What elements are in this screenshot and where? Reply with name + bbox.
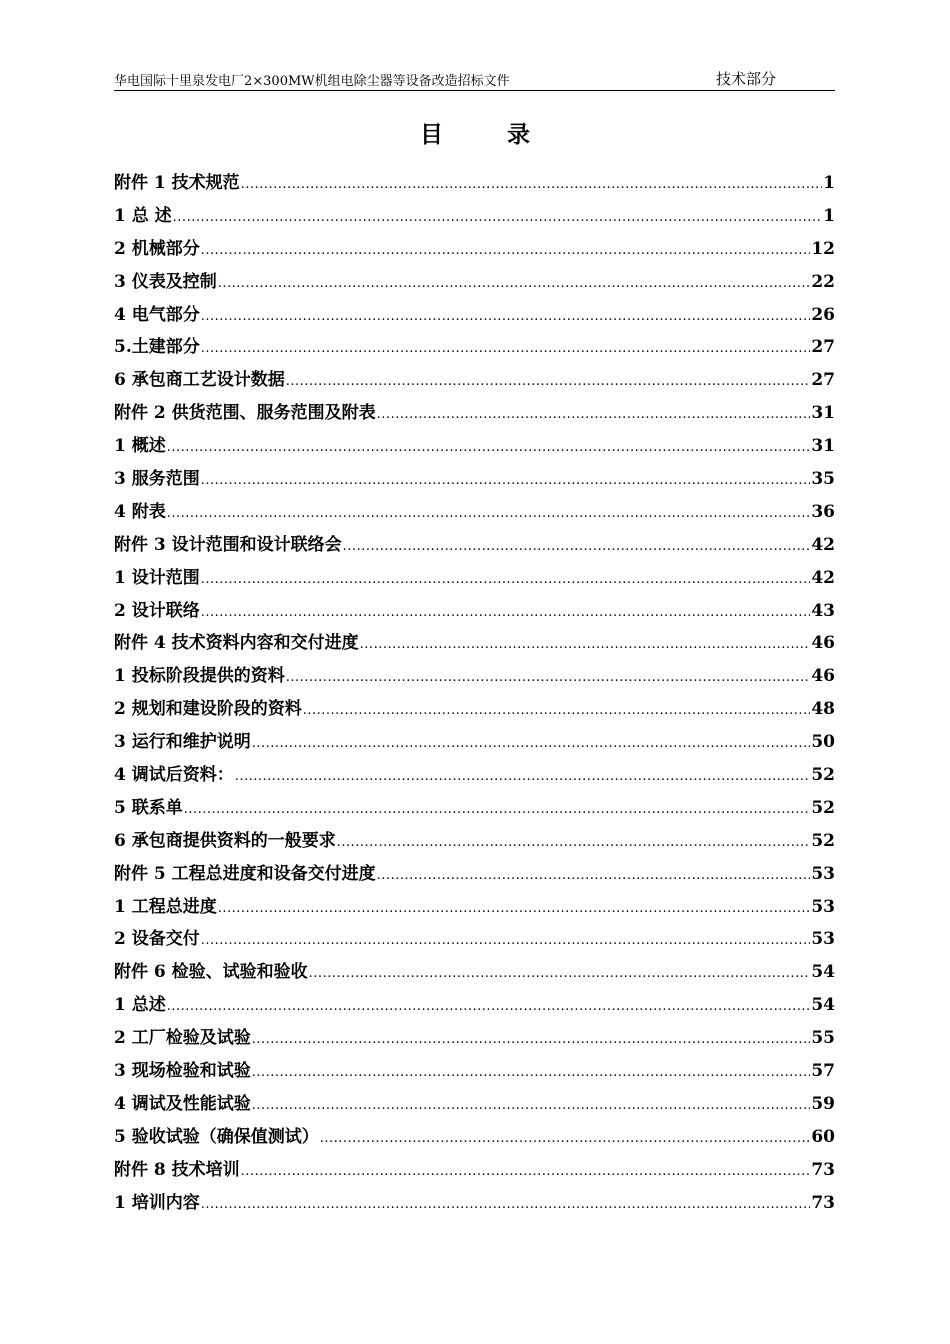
toc-entry-page-number: 53 — [811, 929, 835, 950]
toc-entry-label: 附件 6 检验、试验和验收 — [114, 962, 308, 983]
toc-entry-page-number: 1 — [823, 173, 835, 193]
toc-entry[interactable] — [114, 1023, 835, 1056]
toc-dot-leader — [252, 736, 811, 751]
toc-entry-label: 2 设计联络 — [114, 600, 200, 621]
toc-entry[interactable] — [114, 234, 835, 267]
toc-dot-leader — [173, 210, 822, 225]
toc-entry[interactable] — [114, 1056, 835, 1089]
table-of-contents — [114, 168, 835, 1221]
toc-dot-leader — [360, 637, 811, 652]
toc-entry-page-number: 46 — [811, 633, 835, 654]
toc-entry-page-number: 43 — [811, 600, 835, 621]
toc-entry[interactable] — [114, 168, 835, 201]
toc-entry-label: 6 承包商工艺设计数据 — [114, 370, 285, 391]
toc-entry[interactable] — [114, 201, 835, 234]
toc-entry[interactable] — [114, 497, 835, 530]
toc-dot-leader — [235, 769, 811, 784]
toc-entry[interactable] — [114, 563, 835, 596]
toc-entry-page-number: 73 — [811, 1159, 835, 1180]
toc-dot-leader — [201, 309, 811, 324]
toc-entry-page-number: 54 — [811, 995, 835, 1016]
toc-dot-leader — [201, 1197, 811, 1212]
toc-entry-page-number: 60 — [811, 1126, 835, 1147]
toc-entry-page-number: 31 — [811, 403, 835, 424]
toc-entry-page-number: 46 — [811, 666, 835, 687]
toc-entry-label: 5.土建部分 — [114, 337, 200, 358]
toc-dot-leader — [201, 243, 811, 258]
toc-dot-leader — [309, 966, 811, 981]
toc-entry-label: 附件 2 供货范围、服务范围及附表 — [114, 403, 376, 424]
toc-entry[interactable] — [114, 694, 835, 727]
toc-entry-label: 3 现场检验和试验 — [114, 1061, 251, 1082]
toc-entry[interactable] — [114, 661, 835, 694]
toc-entry-label: 附件 3 设计范围和设计联络会 — [114, 534, 342, 555]
toc-entry-label: 3 仪表及控制 — [114, 271, 217, 292]
toc-entry-page-number: 27 — [811, 337, 835, 358]
toc-entry[interactable] — [114, 892, 835, 925]
toc-entry-page-number: 53 — [811, 863, 835, 884]
toc-entry[interactable] — [114, 365, 835, 398]
toc-entry-page-number: 22 — [811, 271, 835, 292]
toc-entry-page-number: 36 — [811, 501, 835, 522]
toc-entry-page-number: 52 — [811, 765, 835, 786]
toc-dot-leader — [201, 933, 811, 948]
toc-entry-page-number: 26 — [811, 304, 835, 325]
toc-entry-page-number: 52 — [811, 797, 835, 818]
toc-entry-page-number: 73 — [811, 1192, 835, 1213]
toc-dot-leader — [320, 1131, 811, 1146]
toc-dot-leader — [252, 1098, 811, 1113]
toc-dot-leader — [201, 341, 811, 356]
toc-entry-page-number: 53 — [811, 896, 835, 917]
toc-entry-label: 2 工厂检验及试验 — [114, 1028, 251, 1049]
toc-entry[interactable] — [114, 1122, 835, 1155]
toc-dot-leader — [252, 1032, 811, 1047]
toc-dot-leader — [286, 374, 811, 389]
toc-entry-page-number: 42 — [811, 534, 835, 555]
toc-entry[interactable] — [114, 727, 835, 760]
toc-entry-page-number: 12 — [811, 238, 835, 259]
toc-dot-leader — [201, 605, 811, 620]
toc-entry-label: 3 运行和维护说明 — [114, 732, 251, 753]
toc-dot-leader — [241, 177, 822, 192]
toc-entry-label: 附件 5 工程总进度和设备交付进度 — [114, 863, 376, 884]
toc-entry-page-number: 48 — [811, 699, 835, 720]
header-document-title: 华电国际十里泉发电厂2×300MW机组电除尘器等设备改造招标文件 — [114, 74, 510, 89]
toc-dot-leader — [337, 835, 811, 850]
toc-entry-label: 附件 4 技术资料内容和交付进度 — [114, 633, 359, 654]
toc-dot-leader — [201, 473, 811, 488]
toc-entry-label: 附件 8 技术培训 — [114, 1159, 240, 1180]
toc-entry-label: 5 验收试验（确保值测试） — [114, 1126, 319, 1147]
toc-entry-page-number: 52 — [811, 830, 835, 851]
toc-entry-label: 1 概述 — [114, 436, 166, 457]
toc-entry[interactable] — [114, 793, 835, 826]
toc-entry-label: 2 机械部分 — [114, 238, 200, 259]
toc-entry[interactable] — [114, 957, 835, 990]
toc-dot-leader — [167, 999, 811, 1014]
toc-entry[interactable] — [114, 859, 835, 892]
toc-entry[interactable] — [114, 431, 835, 464]
toc-entry[interactable] — [114, 398, 835, 431]
toc-entry-label: 1 培训内容 — [114, 1192, 200, 1213]
toc-entry[interactable] — [114, 530, 835, 563]
toc-entry-label: 5 联系单 — [114, 797, 183, 818]
toc-entry[interactable] — [114, 760, 835, 793]
toc-entry-page-number: 59 — [811, 1093, 835, 1114]
page-header — [114, 66, 835, 91]
toc-title: 目 录 — [419, 121, 558, 148]
toc-entry-label: 6 承包商提供资料的一般要求 — [114, 830, 336, 851]
toc-entry-page-number: 42 — [811, 567, 835, 588]
toc-entry-label: 4 调试后资料： — [114, 765, 234, 786]
toc-dot-leader — [184, 802, 811, 817]
toc-entry[interactable] — [114, 990, 835, 1023]
toc-entry-page-number: 1 — [823, 205, 835, 226]
toc-entry-label: 3 服务范围 — [114, 469, 200, 490]
toc-entry-label: 1 设计范围 — [114, 567, 200, 588]
toc-entry-label: 2 规划和建设阶段的资料 — [114, 699, 302, 720]
toc-entry[interactable] — [114, 1155, 835, 1188]
toc-entry[interactable] — [114, 1188, 835, 1221]
toc-entry-page-number: 55 — [811, 1028, 835, 1049]
toc-dot-leader — [167, 440, 811, 455]
toc-entry-label: 1 总述 — [114, 995, 166, 1016]
toc-dot-leader — [303, 703, 811, 718]
toc-entry-label: 附件 1 技术规范 — [114, 173, 240, 193]
toc-entry[interactable] — [114, 1089, 835, 1122]
toc-entry[interactable] — [114, 300, 835, 333]
toc-entry[interactable] — [114, 267, 835, 300]
toc-entry-page-number: 31 — [811, 436, 835, 457]
toc-entry-label: 4 电气部分 — [114, 304, 200, 325]
toc-dot-leader — [377, 868, 811, 883]
toc-entry[interactable] — [114, 464, 835, 497]
toc-entry-page-number: 57 — [811, 1061, 835, 1082]
toc-entry-label: 1 投标阶段提供的资料 — [114, 666, 285, 687]
toc-dot-leader — [343, 539, 811, 554]
toc-entry-label: 1 工程总进度 — [114, 896, 217, 917]
toc-entry[interactable] — [114, 924, 835, 957]
toc-dot-leader — [377, 407, 811, 422]
toc-dot-leader — [218, 901, 811, 916]
toc-entry-page-number: 35 — [811, 469, 835, 490]
toc-dot-leader — [167, 506, 811, 521]
toc-dot-leader — [241, 1164, 811, 1179]
toc-dot-leader — [218, 276, 811, 291]
toc-entry[interactable] — [114, 628, 835, 661]
toc-entry-label: 4 调试及性能试验 — [114, 1093, 251, 1114]
toc-entry-label: 4 附表 — [114, 501, 166, 522]
toc-dot-leader — [286, 670, 811, 685]
toc-entry-label: 2 设备交付 — [114, 929, 200, 950]
toc-entry-page-number: 50 — [811, 732, 835, 753]
toc-entry[interactable] — [114, 596, 835, 629]
toc-entry[interactable] — [114, 826, 835, 859]
toc-entry-page-number: 27 — [811, 370, 835, 391]
header-section-name: 技术部分 — [716, 70, 777, 88]
toc-dot-leader — [201, 572, 811, 587]
toc-dot-leader — [252, 1065, 811, 1080]
toc-entry[interactable] — [114, 332, 835, 365]
toc-entry-label: 1 总 述 — [114, 205, 172, 226]
toc-entry-page-number: 54 — [811, 962, 835, 983]
